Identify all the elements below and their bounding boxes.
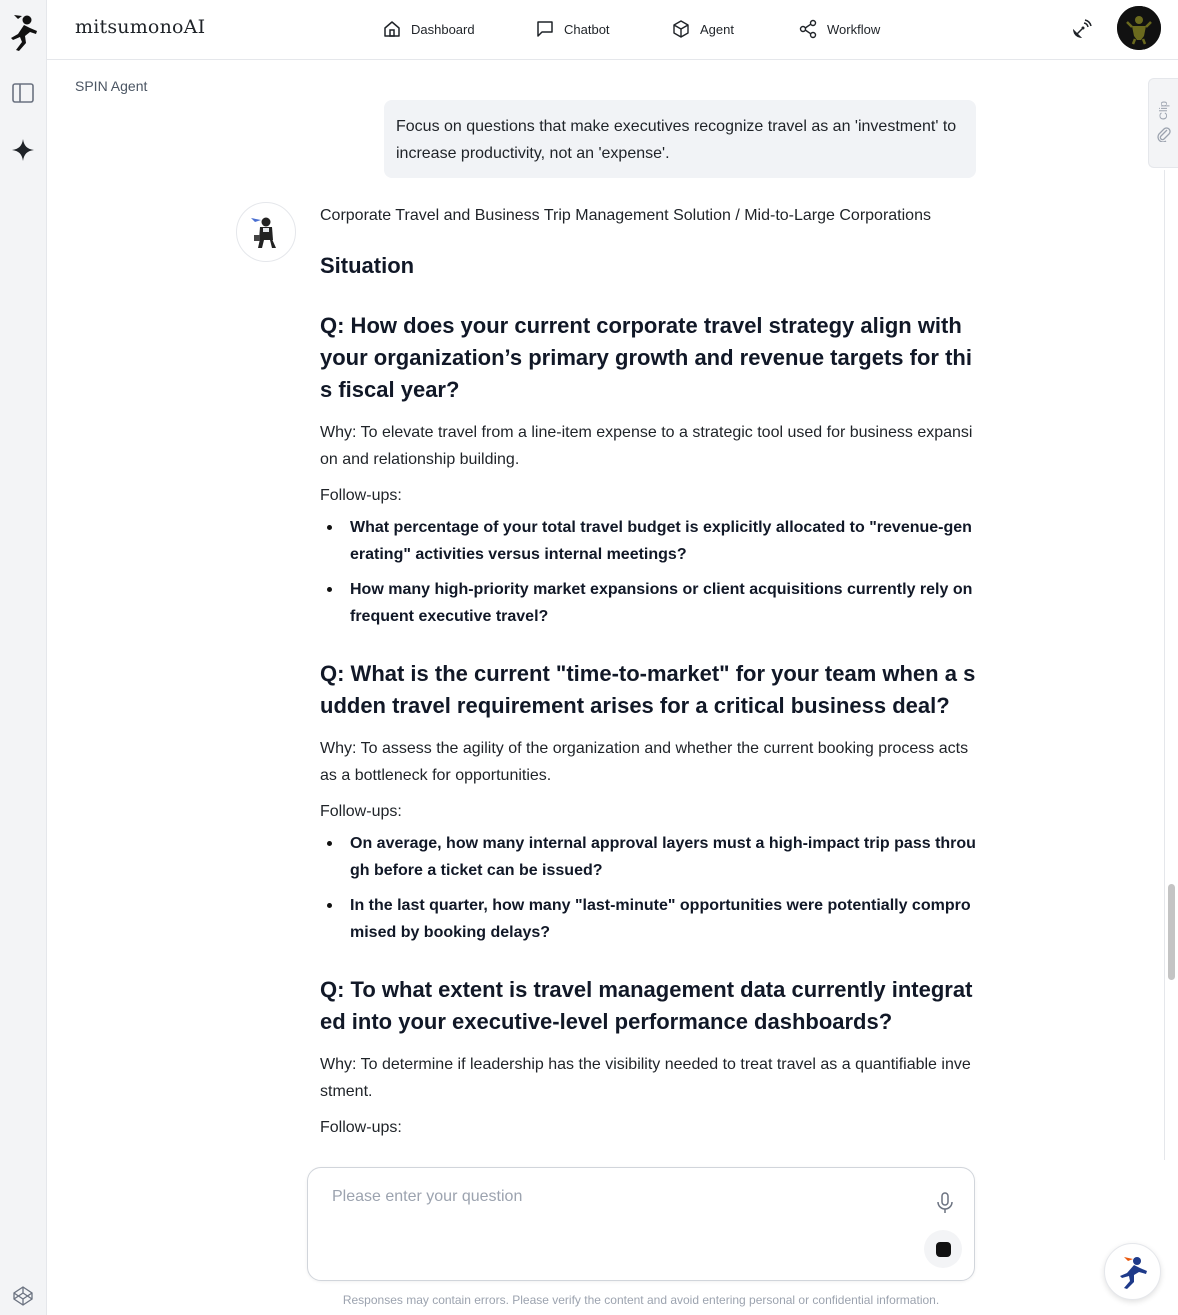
brand-name[interactable]: mitsumonoAI bbox=[75, 16, 206, 38]
question-heading: Q: What is the current "time-to-market" for your team when a sudden travel requirement arises for a critical business deal? bbox=[320, 661, 976, 718]
question-heading: Q: To what extent is travel management data currently integrated into your executive-level performance dashboards? bbox=[320, 977, 973, 1034]
chat-input-box bbox=[307, 1167, 975, 1281]
nav-dashboard-label: Dashboard bbox=[411, 21, 475, 37]
sidebar-toggle-icon[interactable] bbox=[9, 79, 37, 107]
nav-chatbot-label: Chatbot bbox=[564, 21, 610, 37]
left-rail bbox=[0, 0, 47, 1315]
nav-dashboard[interactable] bbox=[382, 17, 475, 41]
nav-workflow[interactable] bbox=[798, 17, 880, 41]
followup-item: In the last quarter, how many "last-minute" opportunities were potentially compromised by booking delays? bbox=[320, 892, 976, 946]
breadcrumb: SPIN Agent bbox=[75, 78, 148, 94]
followup-item: How many high-priority market expansions or client acquisitions currently rely on frequent executive travel? bbox=[320, 576, 976, 630]
user-message-bubble: Focus on questions that make executives recognize travel as an 'investment' to increase productivity, not an 'expense'. bbox=[384, 100, 976, 178]
chat-bubble-icon bbox=[535, 19, 555, 39]
question-input[interactable] bbox=[332, 1188, 922, 1248]
clip-tab[interactable] bbox=[1148, 78, 1178, 168]
question-why: Why: To elevate travel from a line-item expense to a strategic tool used for business expansion and relationship building. bbox=[320, 424, 973, 468]
agent-answer bbox=[320, 202, 976, 1157]
top-header bbox=[47, 0, 1178, 60]
stop-icon bbox=[936, 1242, 951, 1257]
sparkle-icon[interactable] bbox=[9, 136, 37, 164]
disclaimer: Responses may contain errors. Please verify the content and avoid entering personal or confidential information. bbox=[342, 1293, 940, 1307]
followup-item: What percentage of your total travel budget is explicitly allocated to "revenue-generating" activities versus internal meetings? bbox=[320, 514, 976, 568]
ninja-logo-icon[interactable] bbox=[6, 12, 40, 52]
scrollbar-track[interactable] bbox=[1164, 170, 1178, 1160]
followups-label: Follow-ups: bbox=[320, 487, 402, 504]
nav-chatbot[interactable] bbox=[535, 17, 610, 41]
nav-agent[interactable] bbox=[671, 17, 734, 41]
home-icon bbox=[382, 19, 402, 39]
ninja-agent-icon bbox=[246, 212, 286, 252]
section-title: Situation bbox=[320, 253, 415, 278]
nav-agent-label: Agent bbox=[700, 21, 734, 37]
scrollbar-thumb[interactable] bbox=[1168, 884, 1175, 980]
cube-icon bbox=[671, 19, 691, 39]
floating-assistant-button[interactable] bbox=[1104, 1243, 1161, 1300]
agent-avatar bbox=[236, 202, 296, 262]
satellite-icon[interactable] bbox=[1067, 16, 1095, 44]
ninja-mascot-icon bbox=[1115, 1254, 1151, 1290]
question-heading: Q: How does your current corporate travel strategy align with your organization’s primary growth and revenue targets for this fiscal year? bbox=[320, 313, 972, 402]
question-why: Why: To determine if leadership has the visibility needed to treat travel as a quantifiable investment. bbox=[320, 1056, 971, 1100]
user-avatar[interactable] bbox=[1117, 6, 1161, 50]
clip-label: Clip bbox=[1157, 101, 1170, 120]
mic-icon[interactable] bbox=[932, 1190, 958, 1216]
answer-subject: Corporate Travel and Business Trip Management Solution / Mid-to-Large Corporations bbox=[320, 207, 931, 224]
stop-button[interactable] bbox=[924, 1230, 962, 1268]
followups-list bbox=[320, 830, 976, 946]
followups-label: Follow-ups: bbox=[320, 803, 402, 820]
paperclip-icon bbox=[1157, 126, 1171, 142]
codepen-icon[interactable] bbox=[9, 1282, 37, 1310]
share-nodes-icon bbox=[798, 19, 818, 39]
question-why: Why: To assess the agility of the organization and whether the current booking process acts as a bottleneck for opportunities. bbox=[320, 740, 969, 784]
nav-workflow-label: Workflow bbox=[827, 21, 881, 37]
followups-list bbox=[320, 514, 976, 630]
followups-label: Follow-ups: bbox=[320, 1119, 402, 1136]
followup-item: On average, how many internal approval layers must a high-impact trip pass through before a ticket can be issued? bbox=[320, 830, 976, 884]
